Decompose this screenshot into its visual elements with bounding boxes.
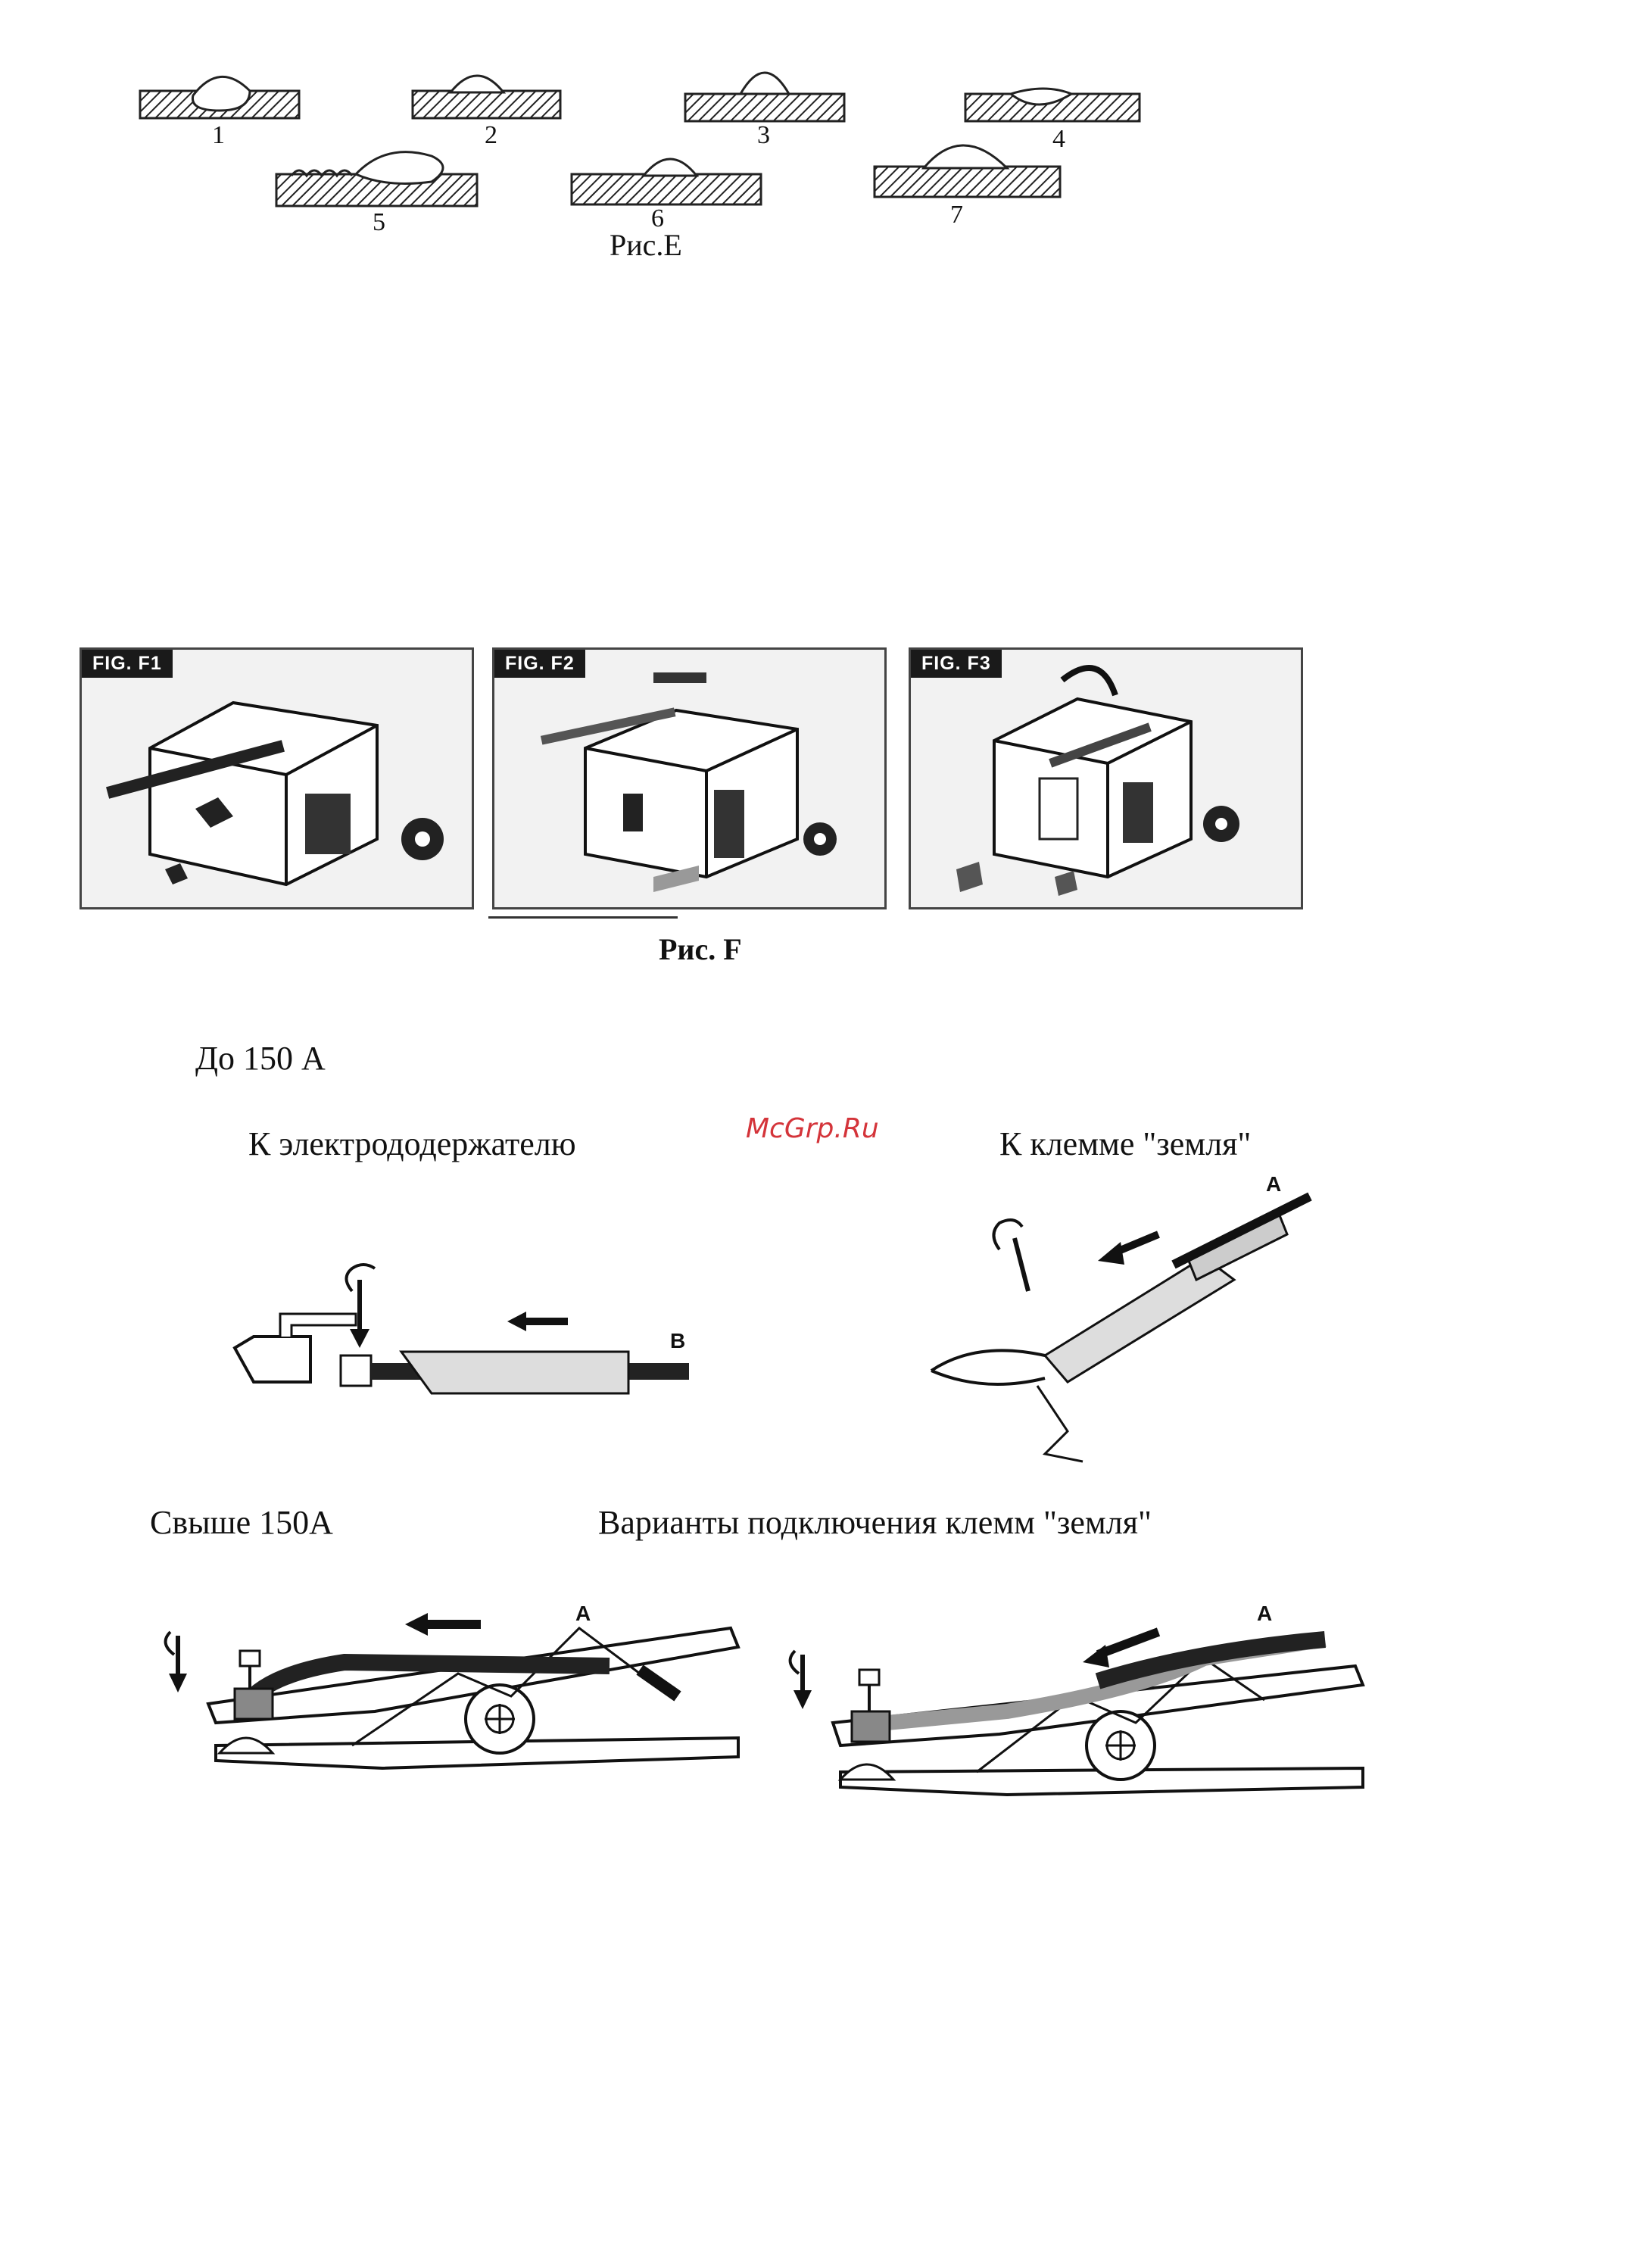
bead-sample-4 <box>965 89 1140 121</box>
ground-clamp-variant-2-illustration <box>780 1598 1370 1833</box>
figure-f <box>53 621 1325 992</box>
figure-f-caption: Рис. F <box>659 932 742 966</box>
bead-label-3: 3 <box>757 121 770 149</box>
bead-sample-7 <box>875 145 1060 197</box>
ground-clamp-connection-illustration <box>916 1166 1340 1477</box>
bead-label-6: 6 <box>651 204 664 232</box>
fig-f2-panel <box>492 647 887 909</box>
bead-sample-3 <box>685 73 844 121</box>
heading-upto-150a: До 150 А <box>195 1040 326 1077</box>
bead-sample-1 <box>140 76 299 118</box>
heading-above-150a: Свыше 150А <box>150 1504 333 1541</box>
cable-label-a-right: A <box>1257 1602 1273 1625</box>
figure-f-rule <box>488 916 678 919</box>
cable-label-b: B <box>670 1329 686 1352</box>
welder-assembly-f2-illustration <box>494 650 884 907</box>
welder-assembly-f1-illustration <box>82 650 472 907</box>
fig-f2-tag: FIG. F2 <box>494 650 585 678</box>
bead-sample-2 <box>413 76 560 118</box>
bead-label-7: 7 <box>950 201 963 229</box>
fig-f1-tag: FIG. F1 <box>82 650 173 678</box>
watermark: McGrp.Ru <box>746 1113 879 1144</box>
ground-variants-heading: Варианты подключения клемм "земля" <box>598 1504 1152 1541</box>
ground-clamp-title: К клемме "земля" <box>999 1125 1252 1162</box>
electrode-holder-title: К электрододержателю <box>248 1125 576 1162</box>
figure-e-caption: Рис.E <box>610 228 682 262</box>
cable-label-a-left: A <box>575 1602 591 1625</box>
cable-label-a-upto: A <box>1266 1172 1282 1196</box>
fig-f1-panel <box>80 647 474 909</box>
figure-e <box>98 45 1242 276</box>
ground-clamp-variant-1-illustration <box>155 1590 753 1817</box>
electrode-holder-illustration <box>220 1249 719 1416</box>
bead-label-4: 4 <box>1052 125 1065 153</box>
fig-f3-panel <box>909 647 1303 909</box>
bead-sample-6 <box>572 159 761 204</box>
welder-assembly-f3-illustration <box>911 650 1301 907</box>
bead-label-2: 2 <box>485 121 497 149</box>
bead-label-1: 1 <box>212 121 225 149</box>
bead-label-5: 5 <box>373 208 385 236</box>
fig-f3-tag: FIG. F3 <box>911 650 1002 678</box>
bead-sample-5 <box>276 152 477 206</box>
